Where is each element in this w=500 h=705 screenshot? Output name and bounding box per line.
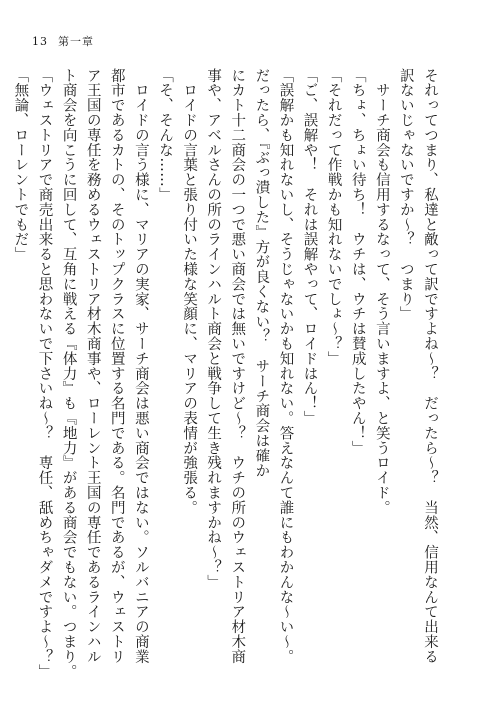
text-line: ロイドの言葉と張り付いた様な笑顔に、マリアの表情が強張る。: [181, 68, 198, 515]
text-line: 訳ないじゃないですか～？ つまり」: [397, 68, 414, 322]
chapter-title: 第一章: [58, 35, 94, 48]
text-line: ト商会を向こうに回して、互角に戦える『体力』も『地力』がある商会でもない。つまり。: [60, 68, 77, 679]
text-line: 「ウェストリアで商売出来ると思わないで下さいね～？ 専任、舐めちゃダメですよ～？」: [36, 68, 53, 679]
page-number: 13: [32, 35, 48, 48]
text-line: 「そ、そんな……」: [156, 68, 173, 203]
text-line: 「誤解かも知れないし、そうじゃないかも知れない。答えなんて誰にもわかんな～い～。: [277, 68, 294, 664]
text-line: 「ちょ、ちょい待ち！ ウチは、ウチは賛成したやん！」: [349, 68, 366, 456]
text-line: ア王国の専任を務めるウェストリア材木商事や、ローレント王国の専任であるラインハル: [84, 68, 101, 664]
text-line: 「それだって作戦かも知れないでしょ～？」: [325, 68, 342, 366]
text-line: 都市であるカトの、そのトップクラスに位置する名門である。名門であるが、ウェストリ: [108, 68, 125, 664]
text-line: 「ご、誤解や！ それは誤解やって、ロイドはん！」: [301, 68, 318, 426]
text-line: サーチ商会も信用するなって、そう言いますよ、と笑うロイド。: [373, 68, 390, 515]
text-line: だったら、『ぶっ潰した』方が良くない？ サーチ商会は確か: [253, 68, 270, 478]
text-line: 「無論、ローレントでもだ」: [12, 68, 29, 262]
text-line: ロイドの言う様に、マリアの実家、サーチ商会は悪い商会ではない。ソルバニアの商業: [132, 68, 149, 664]
text-line: にカト十二商会の一つで悪い商会では無いですけど～？ ウチの所のウェストリア材木商: [229, 68, 246, 664]
text-line: それってつまり、私達と敵って訳ですよね～？ だったら～？ 当然、信用なんて出来る: [422, 68, 438, 664]
text-line: 事や、アベルさんの所のラインハルト商会と戦争して生き残れますかね～？」: [205, 68, 222, 590]
vertical-text-body: [8, 68, 442, 679]
